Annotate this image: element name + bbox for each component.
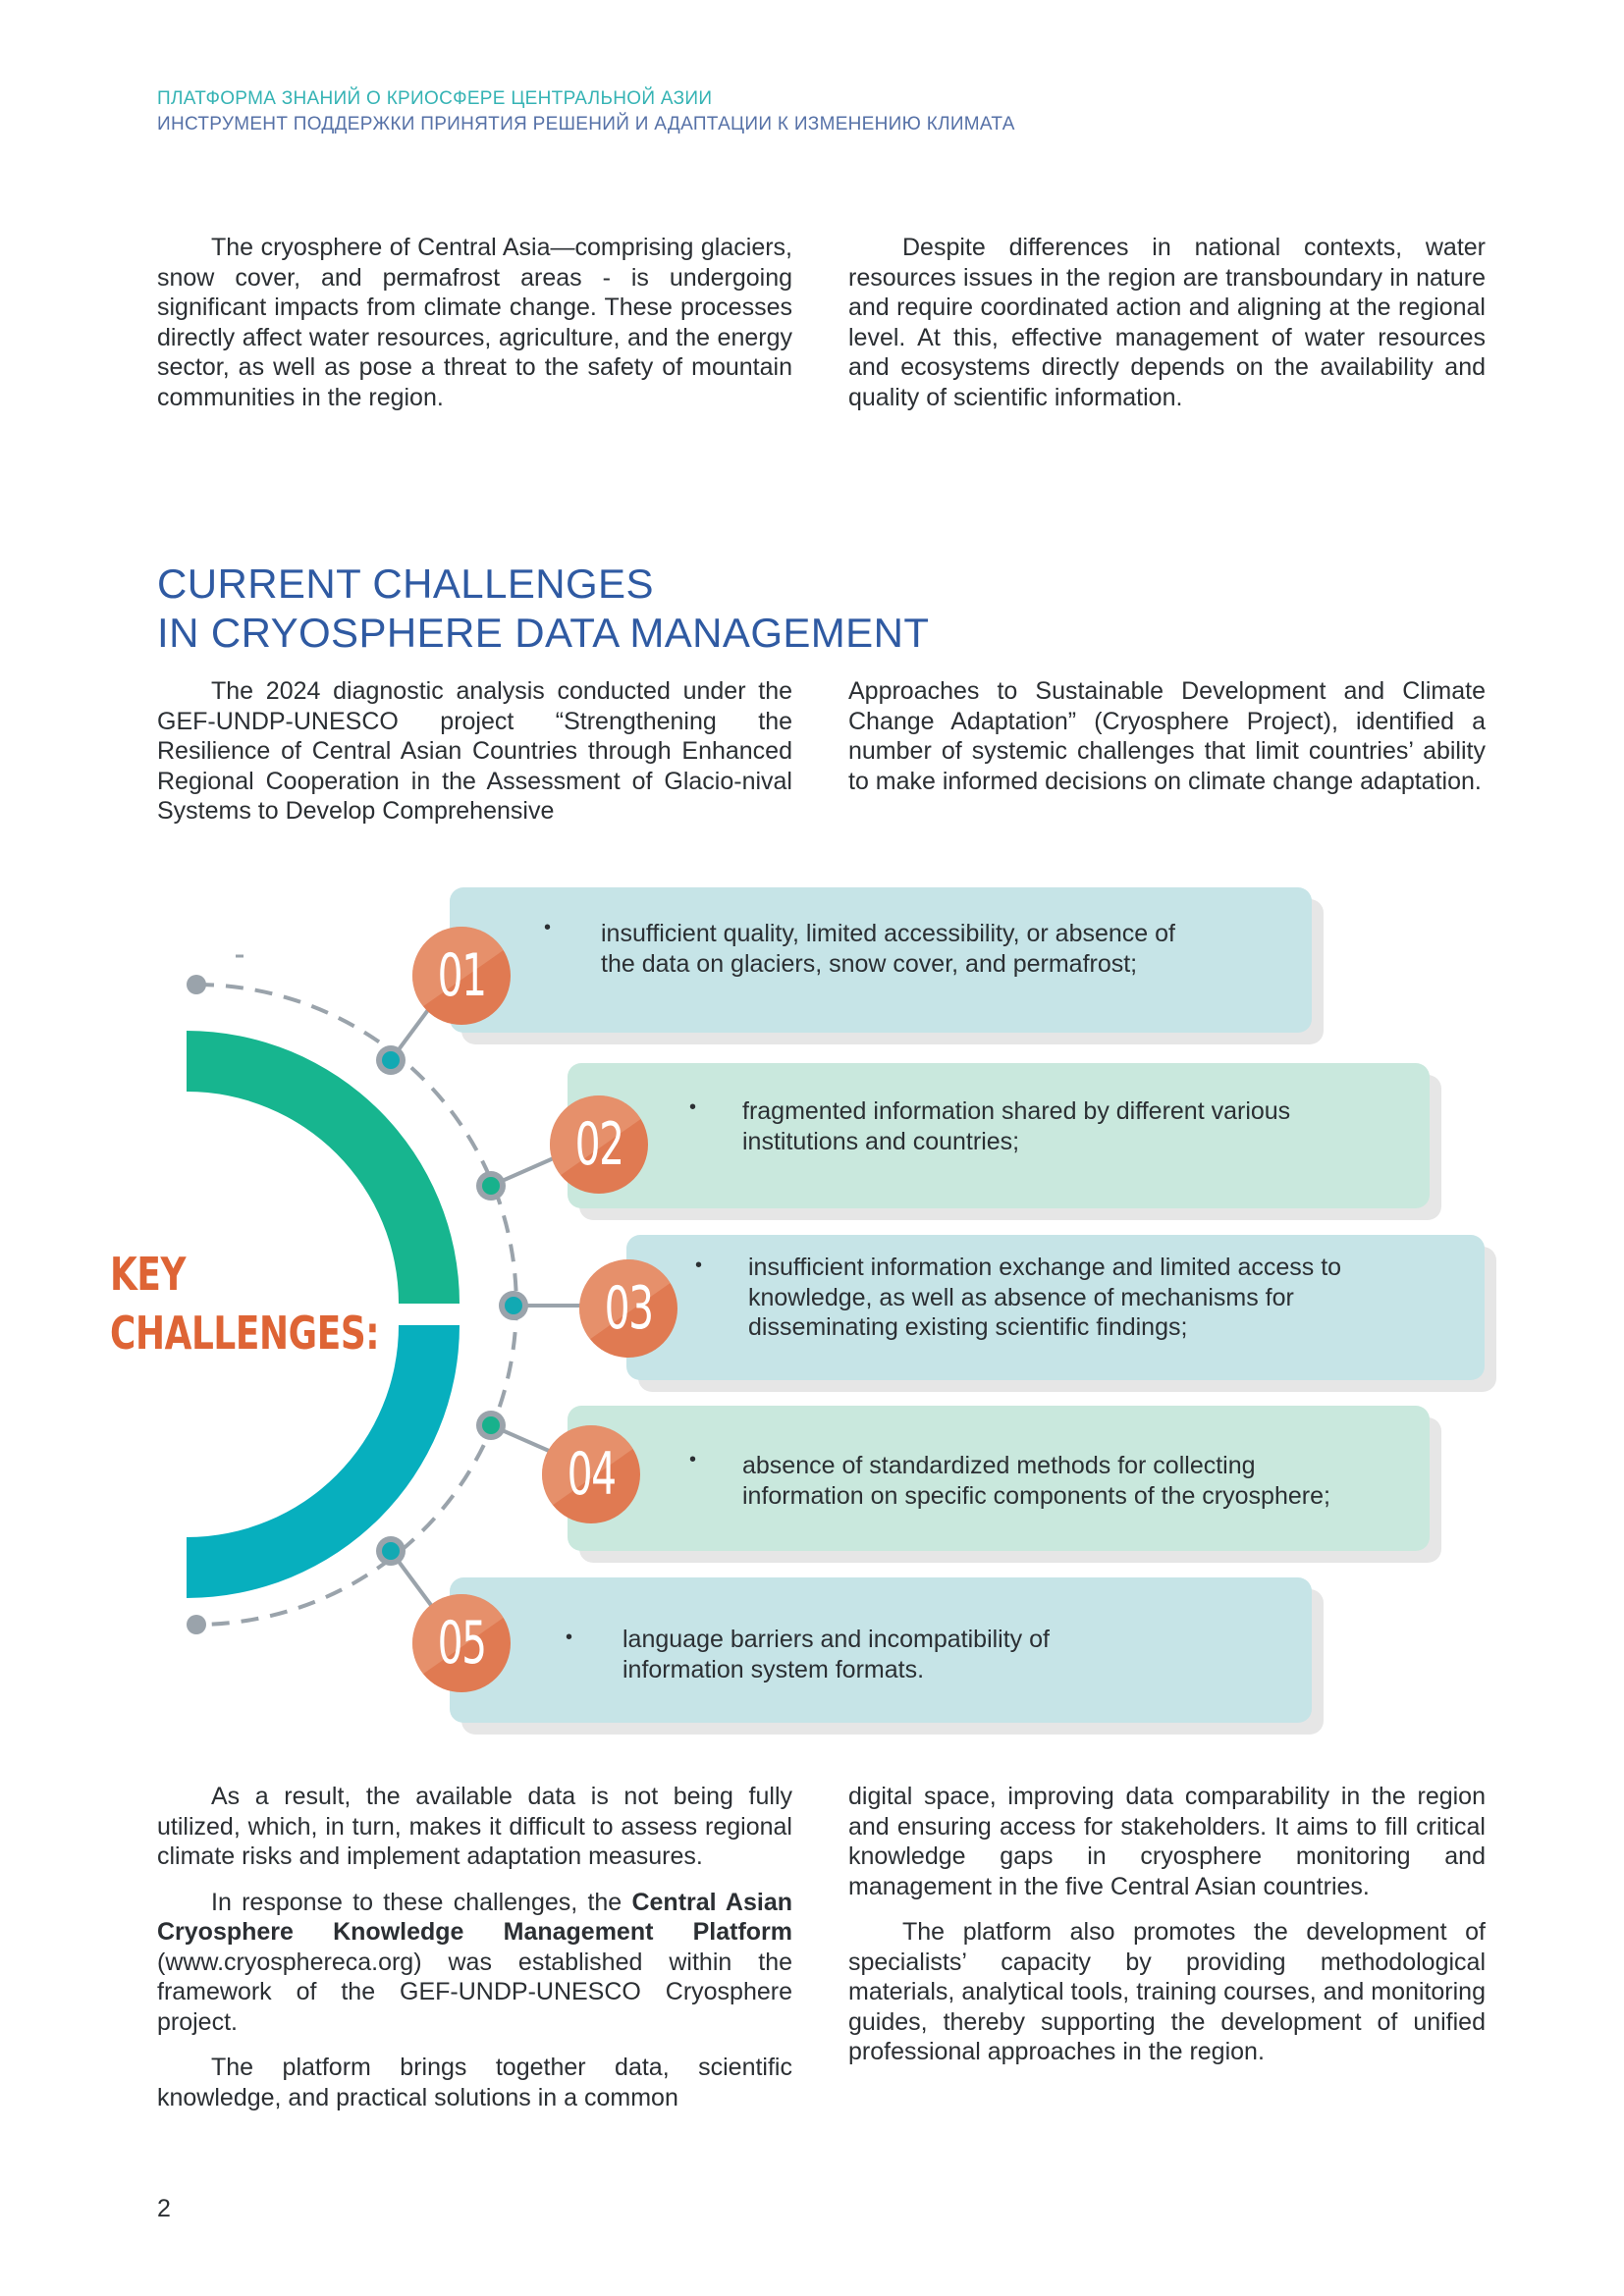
badge-number-02: 02 (574, 1110, 623, 1179)
header-line-2: ИНСТРУМЕНТ ПОДДЕРЖКИ ПРИНЯТИЯ РЕШЕНИЙ И АДАПТАЦИИ К ИЗМЕНЕНИЮ КЛИМАТА (157, 114, 1015, 134)
badge-03 (579, 1259, 677, 1358)
platform-name: Central Asian Cryosphere Knowledge Management Platform (157, 1888, 793, 1946)
key-label-line-2: CHALLENGES: (110, 1307, 380, 1360)
page-number: 2 (157, 2195, 171, 2222)
section-right-paragraph: Approaches to Sustainable Development and Climate Change Adaptation” (Cryosphere Project), identified a number of systemic challenges that limit countries’ ability to make informed decisions on climate change adaptation. (848, 677, 1486, 795)
node-dot-05 (376, 1536, 406, 1566)
intro-left-paragraph: The cryosphere of Central Asia—comprising glaciers, snow cover, and permafrost areas - is undergoing significant impacts from climate change. These processes directly affect water resources, agriculture, and the energy sector, as well as pose a threat to the safety of mountain communities in the region. (157, 234, 792, 411)
p2-trailing-text: (www.cryosphereca.org) was established within the framework of the GEF-UNDP-UNESCO Cryosphere project. (157, 1948, 792, 2036)
badge-number-04: 04 (567, 1440, 616, 1509)
badge-05 (412, 1594, 511, 1692)
key-label-line-1: KEY (110, 1248, 187, 1301)
body-paragraph-5: The platform also promotes the development of specialists’ capacity by providing methodological materials, analytical tools, training courses, and monitoring guides, thereby supporting the development of unified professional approaches in the region. (848, 1918, 1486, 2065)
bullet: • (566, 1627, 573, 1648)
challenge-text-04: absence of standardized methods for collecting information on specific components of the cryosphere; (742, 1452, 1330, 1510)
node-dot-03 (499, 1291, 528, 1320)
badge-04 (542, 1425, 640, 1523)
header-line-1: ПЛАТФОРМА ЗНАНИЙ О КРИОСФЕРЕ ЦЕНТРАЛЬНОЙ АЗИИ (157, 88, 713, 109)
node-dot-01 (376, 1045, 406, 1075)
bullet: • (695, 1255, 703, 1276)
intro-right-paragraph: Despite differences in national contexts, water resources issues in the region are transboundary in nature and require coordinated action and aligning at the regional level. At this, effective management of water resources and ecosystems directly depends on the availability and quality of scientific information. (848, 234, 1486, 411)
node-dot-04 (476, 1411, 506, 1440)
bullet: • (689, 1096, 697, 1118)
arc-segment-top (187, 1031, 460, 1304)
arc-segment-bottom (187, 1325, 460, 1598)
body-paragraph-3: The platform brings together data, scientific knowledge, and practical solutions in a common (157, 2054, 792, 2111)
section-heading-line-2: IN CRYOSPHERE DATA MANAGEMENT (157, 610, 930, 656)
challenge-text-01: insufficient quality, limited accessibility, or absence of the data on glaciers, snow cover, and permafrost; (601, 920, 1175, 978)
node-dot-02 (476, 1171, 506, 1201)
badge-number-01: 01 (437, 941, 486, 1010)
challenge-text-02: fragmented information shared by different various institutions and countries; (742, 1097, 1291, 1155)
badge-number-05: 05 (437, 1609, 486, 1678)
body-paragraph-1: As a result, the available data is not being fully utilized, which, in turn, makes it difficult to assess regional climate risks and implement adaptation measures. (157, 1783, 792, 1870)
challenge-text-05: language barriers and incompatibility of information system formats. (623, 1626, 1050, 1683)
challenge-text-03: insufficient information exchange and limited access to knowledge, as well as absence of mechanisms for disseminating existing scientific findings; (748, 1254, 1342, 1341)
orbit-endpoint-top (187, 975, 206, 994)
bullet: • (544, 917, 552, 938)
badge-02 (550, 1095, 648, 1194)
section-left-paragraph: The 2024 diagnostic analysis conducted under the GEF-UNDP-UNESCO project “Strengthening the Resilience of Central Asian Countries through Enhanced Regional Cooperation in the Assessment of Glacio-nival Systems to Develop Comprehensive (157, 677, 792, 825)
body-paragraph-4: digital space, improving data comparability in the region and ensuring access for stakeholders. It aims to fill critical knowledge gaps in cryosphere monitoring and management in the five Central Asian countries. (848, 1783, 1486, 1900)
orbit-endpoint-bottom (187, 1615, 206, 1634)
badge-number-03: 03 (604, 1274, 653, 1343)
bullet: • (689, 1449, 697, 1470)
p2-lead-text: In response to these challenges, the (211, 1888, 632, 1916)
section-heading-line-1: CURRENT CHALLENGES (157, 561, 654, 607)
badge-01 (412, 927, 511, 1025)
